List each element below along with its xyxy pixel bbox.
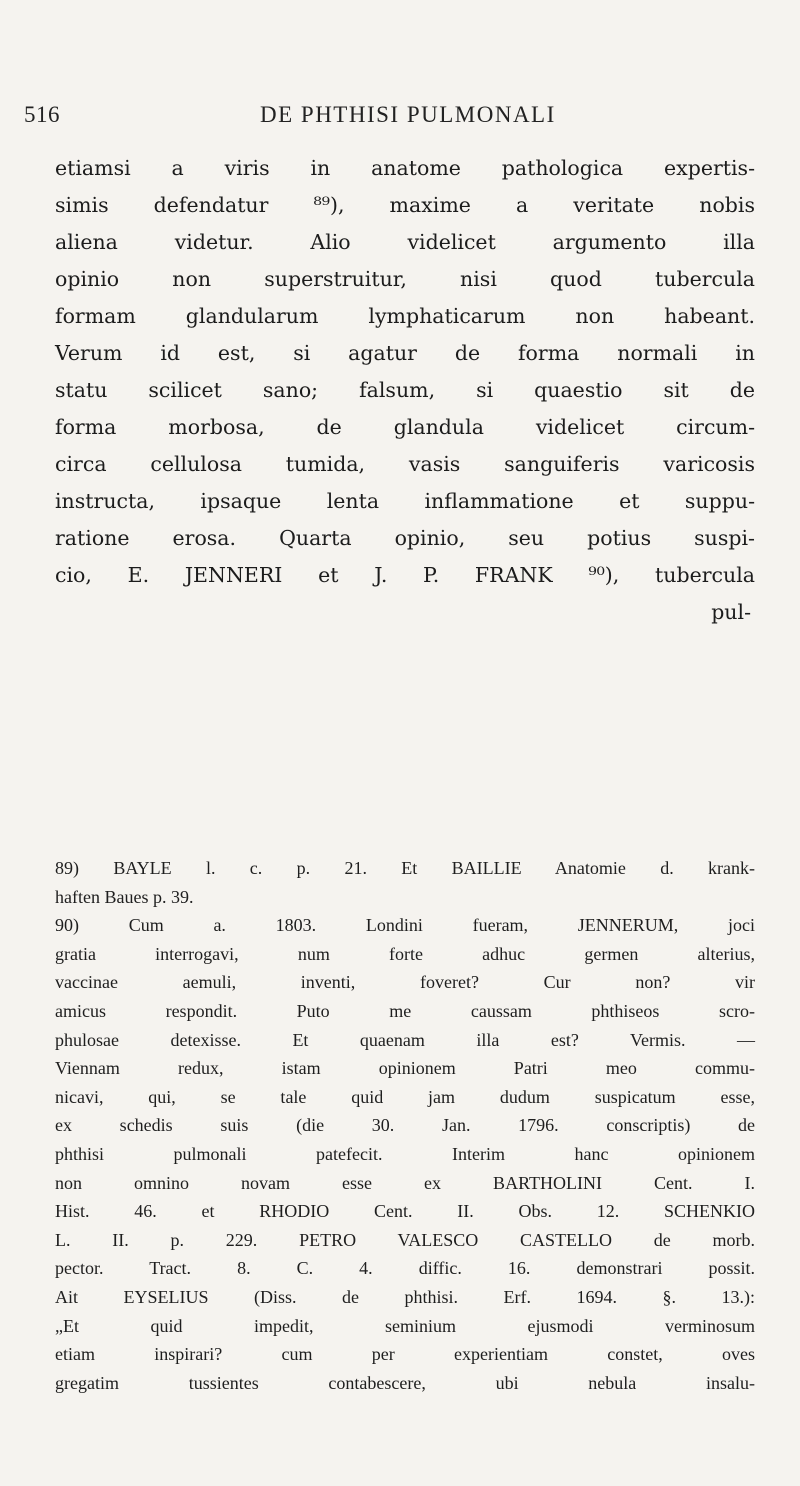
footnote-line: Viennam redux, istam opinionem Patri meo commu- [55,1058,755,1079]
footnote-line: pector. Tract. 8. C. 4. diffic. 16. demonstrari possit. [55,1258,755,1279]
footnote-line: gregatim tussientes contabescere, ubi nebula insalu- [55,1372,755,1393]
footnote-line: L. II. p. 229. PETRO VALESCO CASTELLO de morb. [55,1229,755,1250]
text-line: opinio non superstruitur, nisi quod tubercula [55,267,755,291]
text-line: aliena videtur. Alio videlicet argumento illa [55,230,755,254]
main-text [55,150,755,631]
footnote-line: ex schedis suis (die 30. Jan. 1796. conscriptis) de [55,1115,755,1136]
text-line: Verum id est, si agatur de forma normali in [55,341,755,365]
text-line: ratione erosa. Quarta opinio, seu potius suspi- [55,526,755,550]
footnote-line: 90) Cum a. 1803. Londini fueram, JENNERUM, joci [55,915,755,936]
footnote-line: Hist. 46. et RHODIO Cent. II. Obs. 12. SCHENKIO [55,1201,755,1222]
footnote-line: nicavi, qui, se tale quid jam dudum suspicatum esse, [55,1086,755,1107]
running-head: DE PHTHISI PULMONALI [260,102,556,127]
footnote-line: Ait EYSELIUS (Diss. de phthisi. Erf. 1694. §. 13.): [55,1286,755,1307]
footnote-line: amicus respondit. Puto me caussam phthiseos scro- [55,1000,755,1021]
page-number: 516 [24,102,60,127]
text-line: statu scilicet sano; falsum, si quaestio sit de [55,378,755,402]
footnote-line: vaccinae aemuli, inventi, foveret? Cur non? vir [55,972,755,993]
footnote-line: etiam inspirari? cum per experientiam constet, oves [55,1344,755,1365]
page-header [0,102,800,138]
footnote-line: 89) BAYLE l. c. p. 21. Et BAILLIE Anatomie d. krank- [55,858,755,878]
text-line: etiamsi a viris in anatome pathologica expertis- [55,156,755,180]
text-line: forma morbosa, de glandula videlicet circum- [55,415,755,439]
footnotes [55,854,755,1397]
text-line: circa cellulosa tumida, vasis sanguiferis varicosis [55,452,755,476]
footnote-line: phthisi pulmonali patefecit. Interim hanc opinionem [55,1143,755,1164]
text-line: formam glandularum lymphaticarum non habeant. [55,304,755,328]
text-line: cio, E. JENNERI et J. P. FRANK ⁹⁰), tubercula [55,563,755,587]
text-line: instructa, ipsaque lenta inflammatione et suppu- [55,489,755,513]
footnote-line: „Et quid impedit, seminium ejusmodi verminosum [55,1315,755,1336]
footnote-line: gratia interrogavi, num forte adhuc germen alterius, [55,943,755,964]
footnote-line: haften Baues p. 39. [55,886,194,907]
footnote-line: non omnino novam esse ex BARTHOLINI Cent. I. [55,1172,755,1193]
text-line-catchword: pul- [711,600,751,624]
footnote-line: phulosae detexisse. Et quaenam illa est? Vermis. — [55,1029,755,1050]
text-line: simis defendatur ⁸⁹), maxime a veritate nobis [55,193,755,217]
